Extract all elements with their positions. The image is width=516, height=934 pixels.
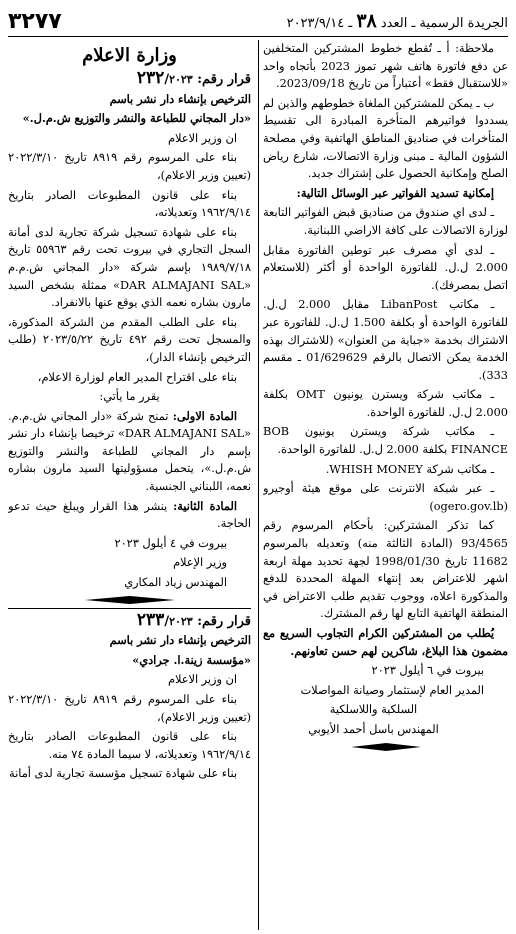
recital: بناء على قانون المطبوعات الصادر بتاريخ ١٩٦٢/٩/١٤ وتعديلاته، لا سيما المادة ٧٤ منه.: [8, 730, 251, 761]
payment-method-item: ـ عبر شبكة الانترنت على موقع هيئة أوجيرو (ogero.gov.lb): [263, 482, 508, 513]
decision-year: ٢٠٢٣: [169, 73, 193, 86]
ministry-heading: وزارة الاعلام: [82, 45, 177, 66]
decision-label: قرار رقم:: [197, 613, 251, 629]
issuer: ان وزير الاعلام: [168, 673, 237, 687]
note-a: ملاحظة: أ ـ تُقطع خطوط المشتركين المتخلفين عن دفع فاتورة هاتف شهر تموز 2023 بأتجاه واحد «للاستقبال فقط» أعتباراً من تاريخ 2023/09/18.: [263, 42, 508, 91]
objection-reminder: كما تذكر المشتركين: بأحكام المرسوم رقم 93/4565 (المادة الثالثة منه) وتعديله بالمرسوم 11682 تاريخ 1998/01/30 لجهة تحديد مهلة اربعة اشهر للاعتراض بعد إنتهاء المهلة المحددة للدفع والمذكورة اعلاه، ووجوب تقديم طلب الاعتراض في المنطقة الهاتفية التابع لها رقم المشترك.: [263, 519, 508, 621]
decides: يقرر ما يأتي:: [99, 390, 160, 404]
decision-year: ٢٠٢٣: [169, 614, 193, 628]
payment-method-item: ـ لدى أي مصرف عبر توطين الفاتورة مقابل 2.000 ل.ل. للفاتورة الواحدة أو أكثر (للاستعلام اتصل بمصرفك).: [263, 243, 508, 292]
signature-title-2: السلكية واللاسلكية: [329, 703, 418, 717]
article-label: المادة الثانية:: [173, 498, 237, 513]
publication-name: الجريدة الرسمية ـ العدد: [380, 16, 508, 31]
divider: [8, 608, 251, 609]
decision-number: قرار رقم: ٢٣٢/٢٠٢٣: [136, 68, 251, 88]
signature-block: [263, 662, 508, 738]
signature-name: المهندس زياد المكاري: [124, 576, 227, 590]
article-1: [8, 408, 251, 496]
signature-name: المهندس باسل أحمد الأيوبي: [308, 722, 439, 736]
note-b: ب ـ يمكن للمشتركين الملغاة خطوطهم والذين لم يسددوا فواتيرهم المتأخرة المبادرة الى تقسيط المتأخرات في صناديق المناطق الهاتفية وفي مصلحة الشؤون المالية ـ مبنى وزارة الاتصالات، شارع رياض الصلح وإمكانية الحصول على إشتراك جديد.: [263, 96, 508, 181]
publication-title: [287, 10, 508, 32]
recital: بناء على المرسوم رقم ٨٩١٩ تاريخ ٢٠٢٢/٣/١٠ (تعيين وزير الاعلام)،: [8, 151, 251, 182]
decision-label: قرار رقم:: [197, 72, 251, 87]
recital: بناء على قانون المطبوعات الصادر بتاريخ ١٩٦٢/٩/١٤ وتعديلاته،: [8, 188, 251, 220]
recital: بناء على شهادة تسجيل مؤسسة تجارية لدى أمانة: [9, 767, 237, 781]
decision-number: قرار رقم: ٢٣٣/٢٠٢٣: [136, 609, 251, 630]
publisher-name: «مؤسسة زينة.ا. جرادي»: [132, 652, 251, 667]
page-header: [8, 6, 508, 37]
decision-num: ٢٣٣: [136, 609, 165, 630]
signature-title: المدير العام لإستثمار وصيانة المواصلات: [300, 683, 484, 697]
payment-method-item: ـ لدى اي صندوق من صناديق قبض الفواتير التابعة لوزارة الاتصالات على كافة الاراضي اللبنانية.: [263, 206, 508, 237]
signature-date: بيروت في ٤ أيلول ٢٠٢٣: [114, 536, 227, 550]
left-column: [8, 40, 251, 930]
article-text: ينشر هذا القرار ويبلغ حيث تدعو الحاجة.: [8, 499, 251, 531]
page-number: ٣٢٧٧: [8, 8, 62, 34]
decision-title: الترخيص بإنشاء دار نشر باسم: [109, 91, 251, 106]
payment-method-item: ـ مكاتب LibanPost مقابل 2.000 ل.ل. للفاتورة الواحدة أو بكلفة 1.500 ل.ل. للفاتورة عبر الاشتراك بخدمة «جباية من العنوان» (للاشتراك بهذه الخدمة يمكن الاتصال بالرقم 01/629629 ـ مقسم 333).: [263, 298, 508, 382]
signature-date: بيروت في ٦ أيلول ٢٠٢٣: [371, 664, 484, 678]
end-ornament: [263, 743, 508, 751]
signature-title: وزير الإعلام: [173, 556, 227, 570]
payment-methods-heading: إمكانية تسديد الفواتير عبر الوسائل التالية:: [296, 185, 494, 200]
payment-method-item: ـ مكاتب شركة ويسترن يونيون BOB FINANCE بكلفة 2.000 ل.ل. للفاتورة الواحدة.: [263, 425, 508, 457]
article-text: تمنح شركة «دار المجاني ش.م.م. «DAR ALMAJANI SAL» ترخيصا بإنشاء دار نشر بإسم دار المجاني للطباعة والنشر والتوزيع ش.م.ل.»، يتحمل مسؤوليتها السيد مارون بشاره نعمه، اللبناني الجنسية.: [8, 409, 251, 494]
decision-num: ٢٣٢: [136, 68, 165, 88]
issue-number: ٣٨: [356, 10, 377, 32]
right-column: [263, 40, 508, 930]
recital: بناء على اقتراح المدير العام لوزارة الاعلام،: [37, 370, 237, 384]
end-ornament: [8, 596, 251, 604]
signature-block: [8, 535, 251, 592]
closing-request: يُطلب من المشتركين الكرام التجاوب السريع مع مضمون هذا البلاغ، شاكرين لهم حسن تعاونهم.: [263, 626, 508, 658]
article-label: المادة الاولى:: [172, 408, 237, 423]
decision-title: الترخيص بإنشاء دار نشر باسم: [109, 633, 251, 648]
recital: بناء على شهادة تسجيل شركة تجارية لدى أمانة السجل التجاري في بيروت تحت رقم ٥٥٩٦٣ تاريخ ١٩٨٩/٧/١٨ بإسم شركة «دار المجاني ش.م.م «DAR ALMAJANI SAL» ممثلة بشخص السيد مارون بشاره نعمه الذي يوقع عنها بالانفراد.: [8, 225, 251, 310]
payment-method-item: ـ مكاتب شركة WHISH MONEY.: [325, 462, 494, 476]
column-divider: [258, 40, 259, 930]
article-2: [8, 498, 251, 533]
recital: بناء على المرسوم رقم ٨٩١٩ تاريخ ٢٠٢٢/٣/١٠ (تعيين وزير الاعلام)،: [8, 693, 251, 724]
payment-method-item: ـ مكاتب شركة ويسترن يونيون OMT بكلفة 2.000 ل.ل. للفاتورة الواحدة.: [263, 388, 508, 419]
issue-date: ـ ٢٠٢٣/٩/١٤: [286, 16, 353, 31]
recital: بناء على الطلب المقدم من الشركة المذكورة، والمسجل تحت رقم ٤٩٢ تاريخ ٢٠٢٣/٥/٢٢ (طلب الترخيص بإنشاء الدار)،: [8, 315, 251, 364]
issuer: ان وزير الاعلام: [168, 131, 237, 145]
publisher-name: «دار المجاني للطباعة والنشر والتوزيع ش.م.ل.»: [22, 111, 251, 126]
